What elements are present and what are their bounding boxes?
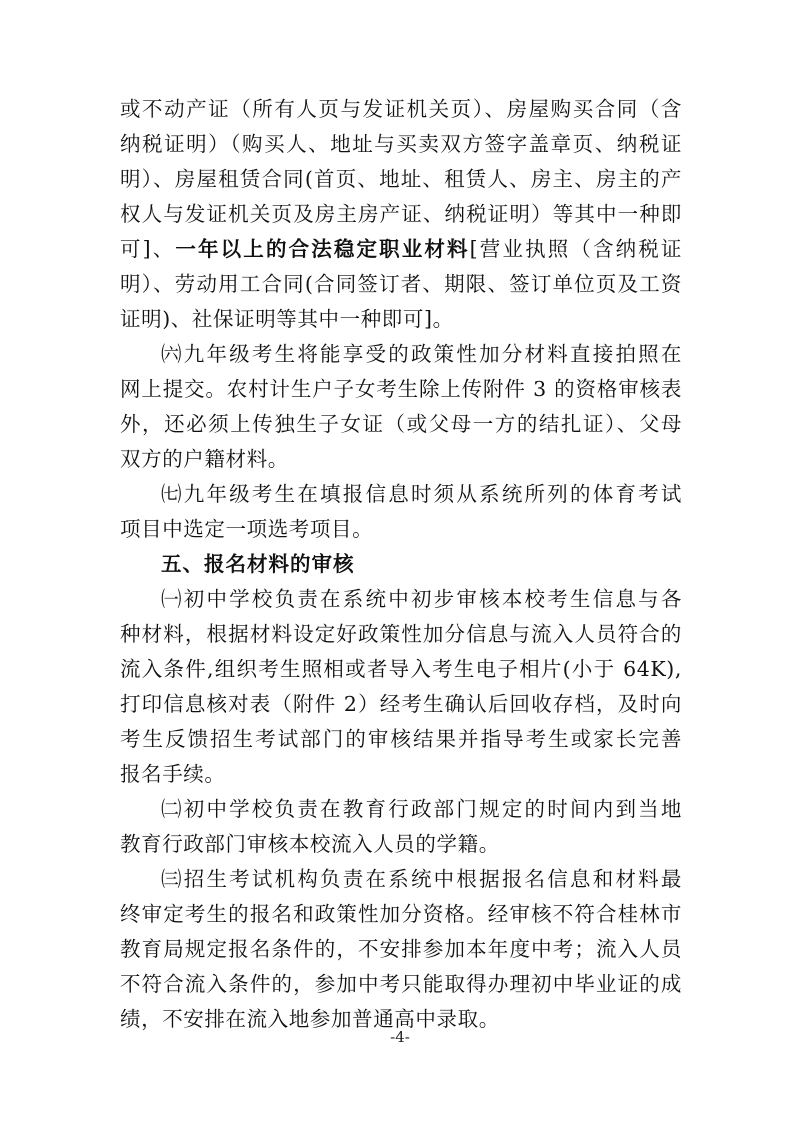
body-line: 明）、劳动用工合同(合同签订者、期限、签订单位页及工资 <box>120 272 682 296</box>
body-line: 纳税证明）（购买人、地址与买卖双方签字盖章页、纳税证 <box>120 132 682 156</box>
body-line: 项目中选定一项选考项目。 <box>120 517 374 541</box>
body-line: 网上提交。农村计生户子女考生除上传附件 3 的资格审核表 <box>120 377 682 401</box>
paragraph-first-line: ㈦九年级考生在填报信息时须从系统所列的体育考试 <box>161 482 682 506</box>
body-line: 证明)、社保证明等其中一种即可]。 <box>120 307 454 331</box>
body-line: 考生反馈招生考试部门的审核结果并指导考生或家长完善 <box>120 727 682 751</box>
body-line: 外，还必须上传独生子女证（或父母一方的结扎证）、父母 <box>120 412 682 436</box>
text-segment: [营业执照（含纳税证 <box>469 237 682 261</box>
paragraph-first-line: ㈥九年级考生将能享受的政策性加分材料直接拍照在 <box>161 342 682 366</box>
paragraph-first-line: ㈢招生考试机构负责在系统中根据报名信息和材料最 <box>161 867 682 891</box>
bold-emphasis: 一年以上的合法稳定职业材料 <box>175 237 470 261</box>
section-heading: 五、报名材料的审核 <box>161 552 355 576</box>
document-body <box>120 92 682 1037</box>
body-line: 教育局规定报名条件的，不安排参加本年度中考；流入人员 <box>120 937 682 961</box>
body-line: 绩，不安排在流入地参加普通高中录取。 <box>120 1007 500 1031</box>
body-line: 教育行政部门审核本校流入人员的学籍。 <box>120 832 500 856</box>
body-line: 明）、房屋租赁合同(首页、地址、租赁人、房主、房主的产 <box>120 167 682 191</box>
paragraph-first-line: ㈡初中学校负责在教育行政部门规定的时间内到当地 <box>161 797 682 821</box>
page-number: -4- <box>390 1028 410 1046</box>
body-line: 双方的户籍材料。 <box>120 447 289 471</box>
body-line: 终审定考生的报名和政策性加分资格。经审核不符合桂林市 <box>120 902 682 926</box>
body-line: 权人与发证机关页及房主房产证、纳税证明）等其中一种即 <box>120 202 682 226</box>
paragraph-first-line: ㈠初中学校负责在系统中初步审核本校考生信息与各 <box>161 587 682 611</box>
body-line: 流入条件,组织考生照相或者导入考生电子相片(小于 64K), <box>120 657 682 681</box>
body-line: 打印信息核对表（附件 2）经考生确认后回收存档，及时向 <box>120 692 682 716</box>
body-line: 种材料，根据材料设定好政策性加分信息与流入人员符合的 <box>120 622 682 646</box>
body-line: 不符合流入条件的，参加中考只能取得办理初中毕业证的成 <box>120 972 682 996</box>
body-line: 或不动产证（所有人页与发证机关页）、房屋购买合同（含 <box>120 97 682 121</box>
body-line: 报名手续。 <box>120 762 226 786</box>
text-segment: 可]、 <box>120 237 176 261</box>
body-line-with-bold <box>120 232 682 267</box>
